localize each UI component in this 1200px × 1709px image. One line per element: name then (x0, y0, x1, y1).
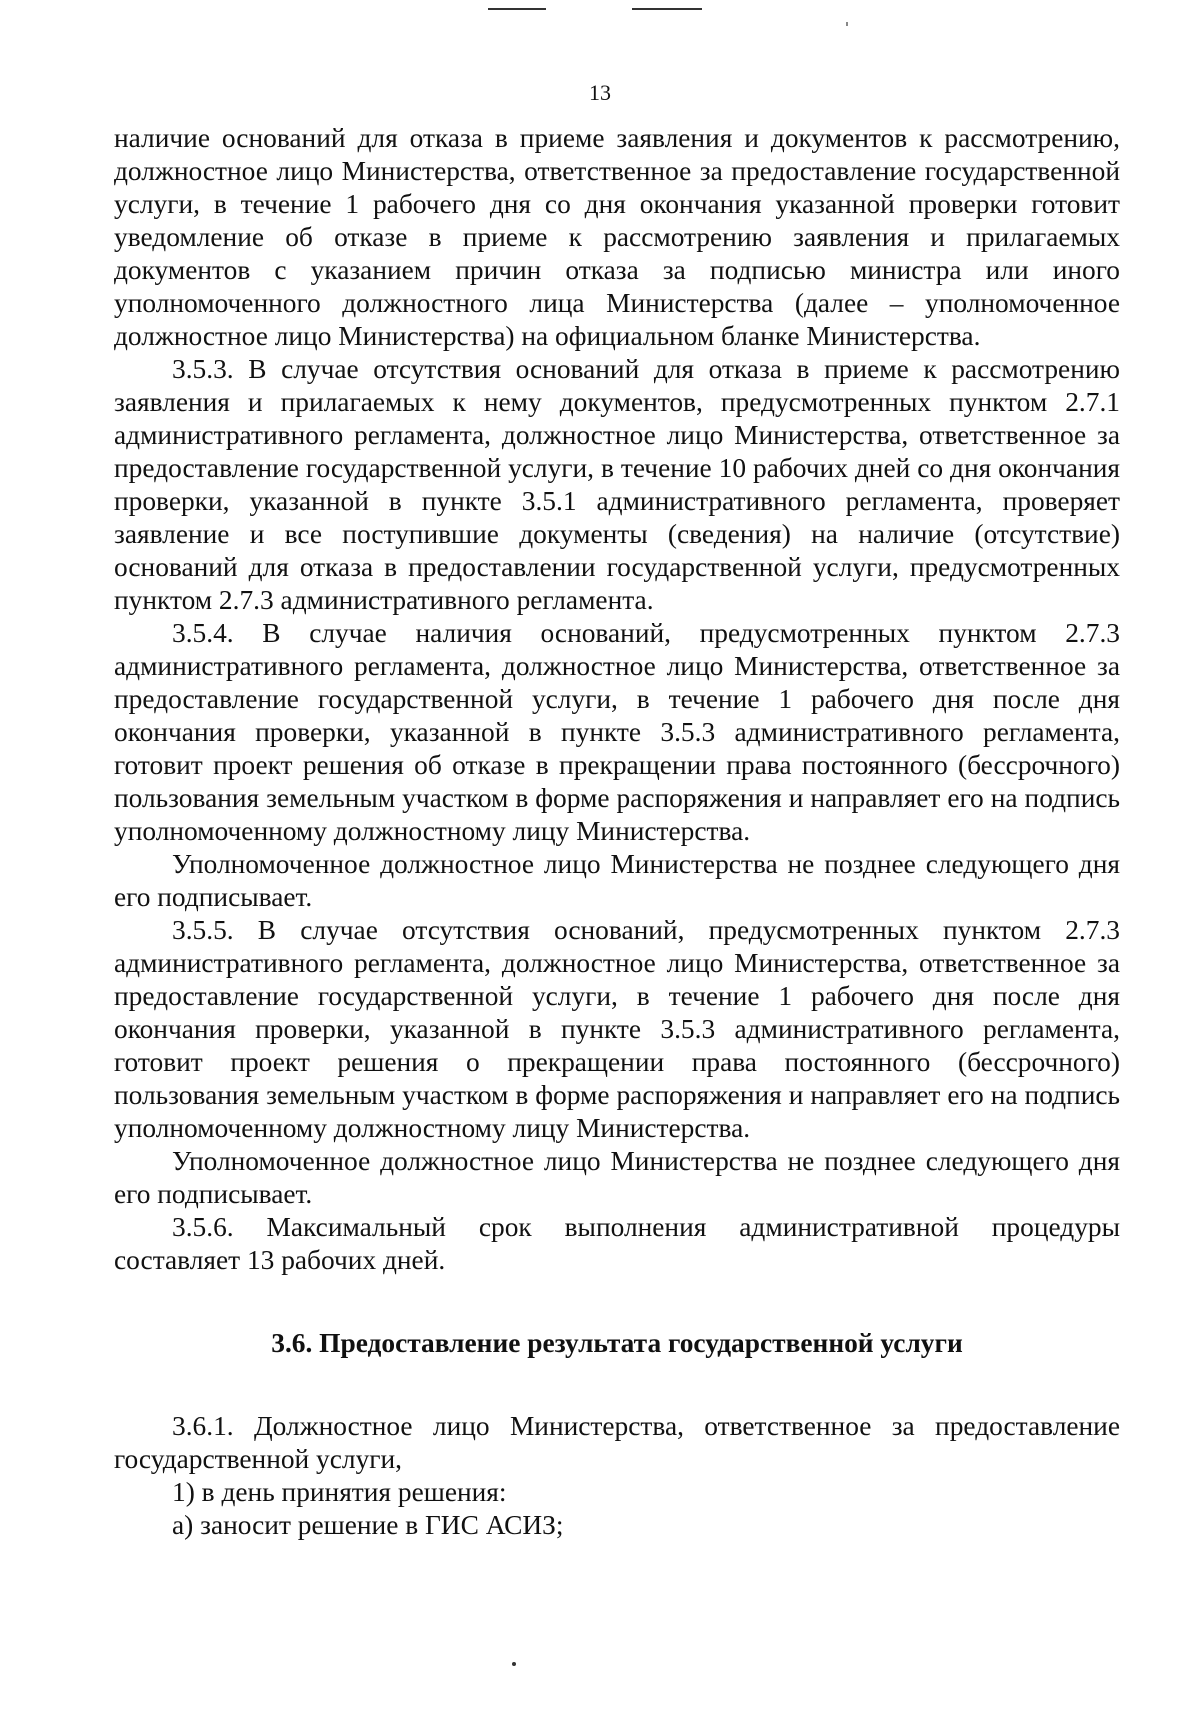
paragraph: Уполномоченное должностное лицо Министерства не позднее следующего дня его подписывает. (114, 849, 1120, 912)
paragraph: 3.6.1. Должностное лицо Министерства, ответственное за предоставление государственной услуги, (114, 1411, 1120, 1474)
list-item: 1) в день принятия решения: (172, 1477, 507, 1507)
paragraph: 3.5.4. В случае наличия оснований, предусмотренных пунктом 2.7.3 административного регламента, должностное лицо Министерства, ответственное за предоставление государственной услуги, в течение 1 рабочего дня после дня окончания проверки, указанной в пункте 3.5.3 административного регламента, готовит проект решения об отказе в прекращении права постоянного (бессрочного) пользования земельным участком в форме распоряжения и направляет его на подпись уполномоченному должностному лицу Министерства. (114, 618, 1120, 846)
paragraph: 3.5.5. В случае отсутствия оснований, предусмотренных пунктом 2.7.3 административного регламента, должностное лицо Министерства, ответственное за предоставление государственной услуги, в течение 1 рабочего дня после дня окончания проверки, указанной в пункте 3.5.3 административного регламента, готовит проект решения о прекращении права постоянного (бессрочного) пользования земельным участком в форме распоряжения и направляет его на подпись уполномоченному должностному лицу Министерства. (114, 915, 1120, 1143)
scan-artifact (512, 1662, 516, 1666)
document-body (114, 122, 1120, 1542)
paragraph: 3.5.6. Максимальный срок выполнения административной процедуры составляет 13 рабочих дней. (114, 1212, 1120, 1275)
list-item: а) заносит решение в ГИС АСИЗ; (172, 1510, 564, 1540)
paragraph: Уполномоченное должностное лицо Министерства не позднее следующего дня его подписывает. (114, 1146, 1120, 1209)
scan-artifact (846, 22, 848, 26)
scan-artifact (488, 8, 546, 10)
paragraph: 3.5.3. В случае отсутствия оснований для отказа в приеме к рассмотрению заявления и прилагаемых к нему документов, предусмотренных пунктом 2.7.1 административного регламента, должностное лицо Министерства, ответственное за предоставление государственной услуги, в течение 10 рабочих дней со дня окончания проверки, указанной в пункте 3.5.1 административного регламента, проверяет заявление и все поступившие документы (сведения) на наличие (отсутствие) оснований для отказа в предоставлении государственной услуги, предусмотренных пунктом 2.7.3 административного регламента. (114, 354, 1120, 615)
paragraph: наличие оснований для отказа в приеме заявления и документов к рассмотрению, должностное лицо Министерства, ответственное за предоставление государственной услуги, в течение 1 рабочего дня со дня окончания указанной проверки готовит уведомление об отказе в приеме к рассмотрению заявления и прилагаемых документов с указанием причин отказа за подписью министра или иного уполномоченного должностного лица Министерства (далее – уполномоченное должностное лицо Министерства) на официальном бланке Министерства. (114, 123, 1120, 351)
page-number: 13 (589, 80, 611, 105)
scan-artifact (632, 8, 702, 10)
section-heading: 3.6. Предоставление результата государственной услуги (271, 1328, 963, 1358)
